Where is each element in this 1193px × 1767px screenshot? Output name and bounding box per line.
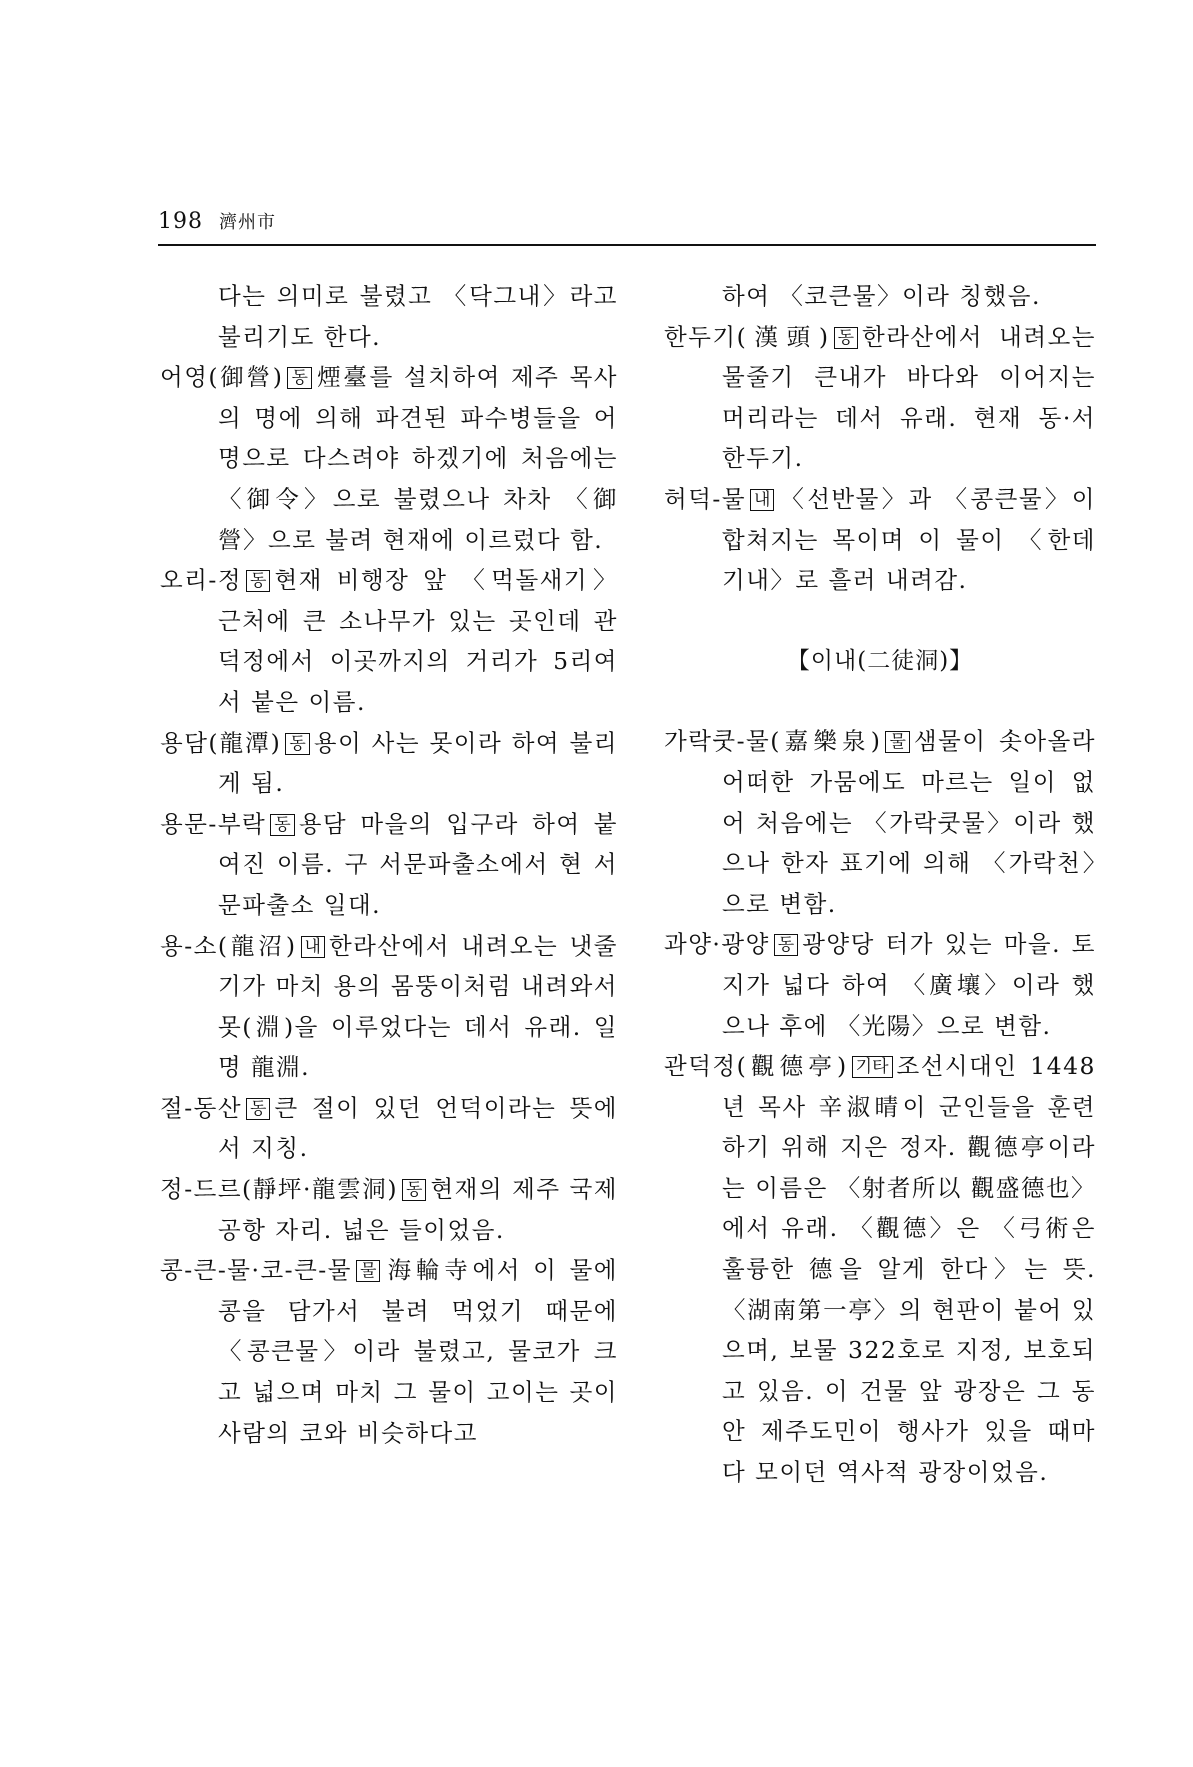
dictionary-entry <box>160 560 618 722</box>
dictionary-entry <box>160 926 618 1088</box>
entry-term: 용-소(龍沼) <box>160 931 297 960</box>
entry-text: 용담 마을의 입구라 하여 붙여진 이름. 구 서문파출소에서 현 서문파출소 일대. <box>218 809 618 919</box>
entry-text: 海輪寺에서 이 물에 콩을 담가서 불려 먹었기 때문에 〈콩큰물〉이라 불렸고, 물코가 크고 넓으며 마치 그 물이 고이는 곳이 사람의 코와 비슷하다고 <box>218 1256 618 1447</box>
entry-type-tag: 내 <box>301 936 325 958</box>
entry-text: 현재의 제주 국제공항 자리. 넓은 들이었음. <box>218 1175 618 1244</box>
entry-term: 어영(御營) <box>160 363 284 392</box>
dictionary-entry <box>664 721 1096 924</box>
left-column <box>160 276 618 1453</box>
right-column <box>664 276 1096 1493</box>
entry-type-tag: 동 <box>834 327 858 349</box>
entry-type-tag: 물 <box>356 1260 380 1282</box>
entry-text: 한라산에서 내려오는 물줄기 큰내가 바다와 이어지는 머리라는 데서 유래. 현재 동·서 한두기. <box>722 322 1096 473</box>
entry-term: 오리-정 <box>160 566 243 595</box>
section-heading: 【이내(二徒洞)】 <box>786 647 974 674</box>
continued-entry <box>160 276 618 357</box>
dictionary-entry <box>160 804 618 926</box>
entry-type-tag: 동 <box>246 1098 270 1120</box>
entry-type-tag: 동 <box>774 934 798 956</box>
dictionary-entry <box>160 357 618 560</box>
entry-term: 용문-부락 <box>160 809 267 838</box>
entry-text: 〈선반물〉과 〈콩큰물〉이 합쳐지는 목이며 이 물이 〈한데기내〉로 흘러 내려감. <box>722 484 1096 595</box>
entry-term: 허덕-물 <box>664 484 747 513</box>
dictionary-entry <box>160 1088 618 1169</box>
entry-type-tag: 내 <box>750 489 774 511</box>
entry-text: 조선시대인 1448년 목사 辛淑晴이 군인들을 훈련하기 위해 지은 정자. 觀德亭이라는 이름은 〈射者所以 觀盛德也〉에서 유래. 〈觀德〉은 〈弓術은 훌륭한 德을 알게 한다〉는 뜻. 〈湖南第一亭〉의 현판이 붙어 있으며, 보물 322호로 지정, 보호되고 있음. 이 건물 앞 광장은 그 동안 제주도민이 행사가 있을 때마다 모이던 역사적 광장이었음. <box>722 1052 1096 1487</box>
dictionary-entry <box>664 479 1096 601</box>
entry-text: 한라산에서 내려오는 냇줄기가 마치 용의 몸뚱이처럼 내려와서 못(淵)을 이루었다는 데서 유래. 일명 龍淵. <box>218 931 618 1082</box>
entry-text: 하여 〈코큰물〉이라 칭했음. <box>722 282 1041 310</box>
dictionary-entry <box>160 723 618 804</box>
running-title: 濟州市 <box>219 212 276 233</box>
entry-type-tag: 동 <box>285 733 309 755</box>
entry-term: 용담(龍潭) <box>160 728 282 757</box>
entry-text: 煙臺를 설치하여 제주 목사의 명에 의해 파견된 파수병들을 어명으로 다스려야 하겠기에 처음에는 〈御令〉으로 불렸으나 차차 〈御營〉으로 불려 현재에 이르렀다 함. <box>218 363 618 554</box>
entry-term: 과양·광양 <box>664 930 770 959</box>
entry-term: 가락쿳-물(嘉樂泉) <box>664 727 882 756</box>
right-column-bottom-entries <box>664 721 1096 1492</box>
page-number: 198 <box>158 209 203 234</box>
entry-term: 정-드르(靜坪·龍雲洞) <box>160 1175 399 1204</box>
entry-text: 다는 의미로 불렸고 〈닥그내〉라고 불리기도 한다. <box>218 282 618 351</box>
entry-term: 관덕정(觀德亭) <box>664 1052 848 1081</box>
entry-type-tag: 동 <box>287 367 311 389</box>
entry-text: 현재 비행장 앞 〈먹돌새기〉 근처에 큰 소나무가 있는 곳인데 관덕정에서 이곳까지의 거리가 5리여서 붙은 이름. <box>218 566 618 716</box>
entry-type-tag: 물 <box>885 731 909 753</box>
entry-term: 한두기(漢頭) <box>664 322 830 351</box>
entry-type-tag: 동 <box>402 1179 426 1201</box>
continued-entry <box>664 276 1096 317</box>
entry-text: 큰 절이 있던 언덕이라는 뜻에서 지칭. <box>218 1093 618 1163</box>
entry-term: 콩-큰-물·코-큰-물 <box>160 1256 352 1285</box>
entry-text: 용이 사는 못이라 하여 불리게 됨. <box>218 728 618 798</box>
entry-type-tag: 동 <box>270 814 294 836</box>
dictionary-entry <box>664 924 1096 1046</box>
entry-text: 광양당 터가 있는 마을. 토지가 넓다 하여 〈廣壤〉이라 했으나 후에 〈光陽〉으로 변함. <box>722 930 1096 1040</box>
dictionary-entry <box>160 1169 618 1250</box>
entry-type-tag: 동 <box>246 570 270 592</box>
page-header <box>158 208 1096 246</box>
entry-type-tag: 기타 <box>852 1056 893 1078</box>
dictionary-entry <box>664 317 1096 479</box>
entry-text: 샘물이 솟아올라 어떠한 가뭄에도 마르는 일이 없어 처음에는 〈가락쿳물〉이라 했으나 한자 표기에 의해 〈가락천〉으로 변함. <box>722 727 1096 918</box>
dictionary-entry <box>664 1046 1096 1493</box>
entry-term: 절-동산 <box>160 1093 243 1122</box>
dictionary-entry <box>160 1250 618 1453</box>
right-column-top-entries <box>664 276 1096 601</box>
